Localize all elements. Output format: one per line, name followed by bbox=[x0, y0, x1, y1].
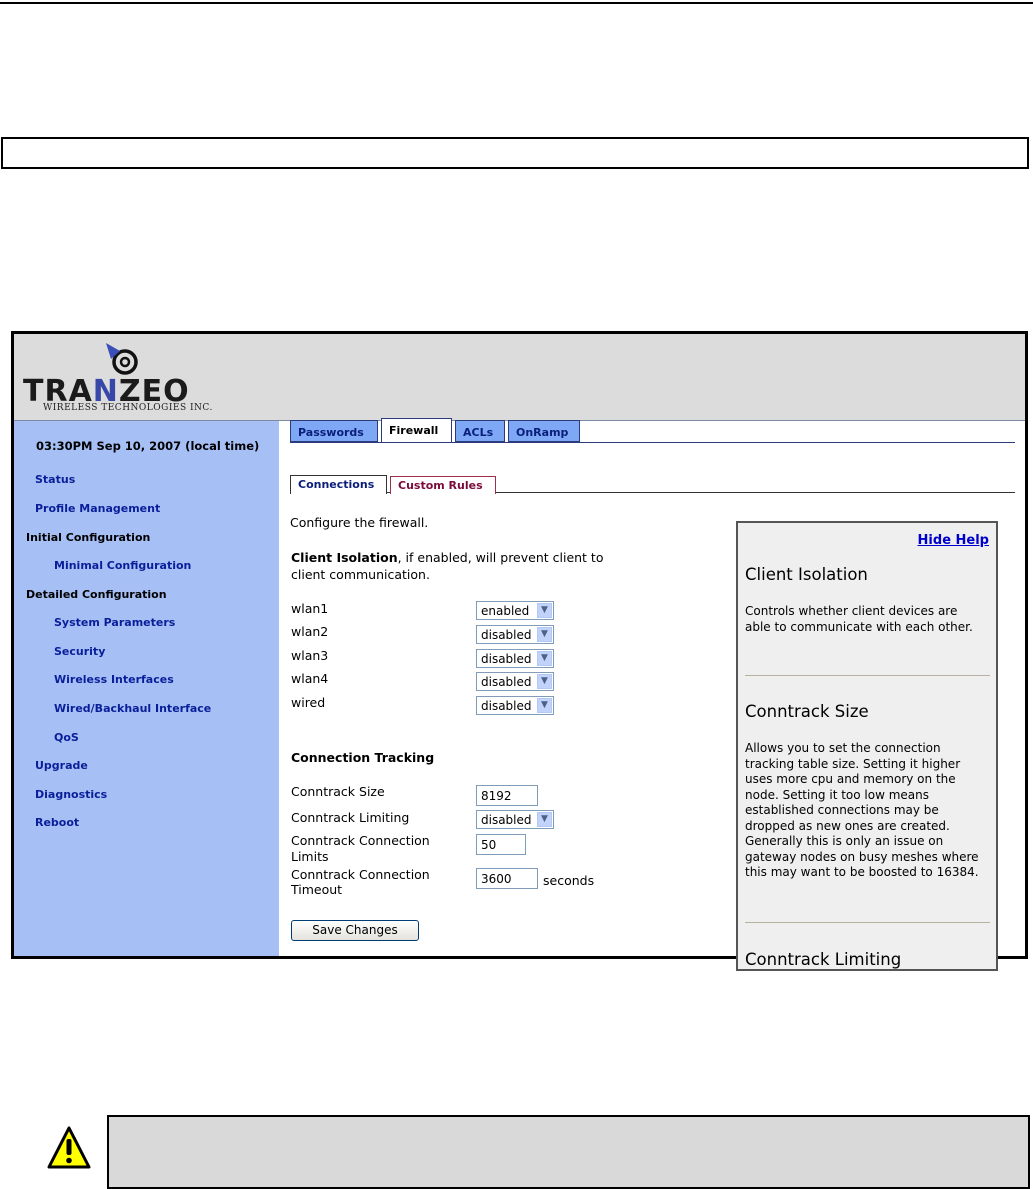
help-title-conntrack-limiting: Conntrack Limiting bbox=[745, 950, 902, 969]
isolation-title: Client Isolation bbox=[291, 550, 398, 565]
chevron-down-icon: ▼ bbox=[537, 812, 552, 827]
help-divider bbox=[745, 675, 990, 676]
isolation-label-wlan2: wlan2 bbox=[291, 624, 329, 639]
sidebar-item-qos[interactable]: QoS bbox=[54, 731, 79, 744]
chevron-down-icon: ▼ bbox=[537, 698, 552, 713]
sidebar-item-diagnostics[interactable]: Diagnostics bbox=[35, 788, 108, 801]
conntrack-limits-label-line2: Limits bbox=[291, 849, 329, 864]
help-panel bbox=[736, 521, 998, 971]
help-title-client-isolation: Client Isolation bbox=[745, 565, 868, 584]
conntrack-limiting-label: Conntrack Limiting bbox=[291, 810, 410, 825]
isolation-select-wlan3[interactable]: disabled ▼ bbox=[476, 649, 554, 668]
sidebar-item-minimal-configuration[interactable]: Minimal Configuration bbox=[54, 559, 192, 572]
connection-tracking-title: Connection Tracking bbox=[291, 750, 435, 765]
warning-box bbox=[107, 1115, 1030, 1189]
top-rule bbox=[0, 2, 1033, 4]
isolation-select-wired[interactable]: disabled ▼ bbox=[476, 696, 554, 715]
sidebar-heading-detailed-configuration: Detailed Configuration bbox=[26, 588, 167, 601]
tab-bar-line bbox=[290, 442, 1015, 443]
conntrack-limits-input[interactable]: 50 bbox=[476, 834, 526, 855]
conntrack-timeout-unit: seconds bbox=[543, 873, 595, 888]
isolation-select-wlan1[interactable]: enabled ▼ bbox=[476, 601, 554, 620]
isolation-label-wlan1: wlan1 bbox=[291, 601, 329, 616]
help-body-client-isolation: Controls whether client devices are able to communicate with each other. bbox=[745, 604, 973, 634]
warning-icon bbox=[46, 1125, 92, 1171]
local-time: 03:30PM Sep 10, 2007 (local time) bbox=[36, 439, 260, 453]
sidebar-item-system-parameters[interactable]: System Parameters bbox=[54, 616, 176, 629]
conntrack-size-input[interactable]: 8192 bbox=[476, 785, 538, 806]
chevron-down-icon: ▼ bbox=[537, 603, 552, 618]
conntrack-limits-label: Conntrack Connection bbox=[291, 833, 430, 848]
subtab-custom-rules[interactable]: Custom Rules bbox=[390, 476, 496, 494]
main-panel bbox=[280, 421, 1025, 969]
isolation-label-wired: wired bbox=[291, 695, 326, 710]
sidebar-item-wireless-interfaces[interactable]: Wireless Interfaces bbox=[54, 673, 174, 686]
screenshot-frame bbox=[11, 331, 1028, 969]
isolation-description-line2: client communication. bbox=[291, 567, 430, 582]
sidebar-item-security[interactable]: Security bbox=[54, 645, 106, 658]
brand-tagline: WIRELESS TECHNOLOGIES INC. bbox=[43, 403, 213, 413]
help-title-conntrack-size: Conntrack Size bbox=[745, 702, 869, 721]
conntrack-timeout-label-line2: Timeout bbox=[291, 882, 343, 897]
intro-text: Configure the firewall. bbox=[290, 515, 429, 530]
sidebar bbox=[14, 421, 279, 956]
isolation-label-wlan4: wlan4 bbox=[291, 671, 329, 686]
save-changes-button[interactable]: Save Changes bbox=[291, 920, 419, 941]
conntrack-timeout-label: Conntrack Connection bbox=[291, 867, 430, 882]
conntrack-size-label: Conntrack Size bbox=[291, 784, 385, 799]
help-divider bbox=[745, 922, 990, 923]
sidebar-item-wired-backhaul-interface[interactable]: Wired/Backhaul Interface bbox=[54, 702, 212, 715]
sidebar-heading-initial-configuration: Initial Configuration bbox=[26, 531, 151, 544]
tranzeo-logo-icon bbox=[97, 339, 147, 379]
tab-onramp[interactable]: OnRamp bbox=[508, 420, 580, 442]
isolation-label-wlan3: wlan3 bbox=[291, 648, 329, 663]
sidebar-item-status[interactable]: Status bbox=[35, 473, 76, 486]
hide-help-link[interactable]: Hide Help bbox=[917, 533, 989, 548]
sidebar-item-profile-management[interactable]: Profile Management bbox=[35, 502, 161, 515]
subtab-connections[interactable]: Connections bbox=[290, 475, 387, 494]
tab-acls[interactable]: ACLs bbox=[455, 420, 505, 442]
isolation-select-wlan4[interactable]: disabled ▼ bbox=[476, 672, 554, 691]
brand-name: TRANZEO bbox=[23, 374, 190, 409]
app-header bbox=[14, 334, 1025, 421]
sidebar-item-reboot[interactable]: Reboot bbox=[35, 816, 80, 829]
isolation-description: Client Isolation, if enabled, will prevent client to bbox=[291, 550, 604, 565]
tab-firewall[interactable]: Firewall bbox=[381, 418, 452, 442]
isolation-select-wlan2[interactable]: disabled ▼ bbox=[476, 625, 554, 644]
chevron-down-icon: ▼ bbox=[537, 627, 552, 642]
chevron-down-icon: ▼ bbox=[537, 674, 552, 689]
conntrack-limiting-select[interactable]: disabled ▼ bbox=[476, 810, 554, 829]
caption-box bbox=[1, 137, 1029, 169]
chevron-down-icon: ▼ bbox=[537, 651, 552, 666]
help-body-conntrack-size: Allows you to set the connection tracking table size. Setting it higher uses more cpu and memory on the node. Setting it too low means established connections may be dropped as new ones are created. Generally this is only an issue on gateway nodes on busy meshes where this may want to be boosted to 16384. bbox=[745, 741, 979, 879]
sidebar-item-upgrade[interactable]: Upgrade bbox=[35, 759, 88, 772]
tab-passwords[interactable]: Passwords bbox=[290, 420, 378, 442]
conntrack-timeout-input[interactable]: 3600 bbox=[476, 868, 538, 889]
